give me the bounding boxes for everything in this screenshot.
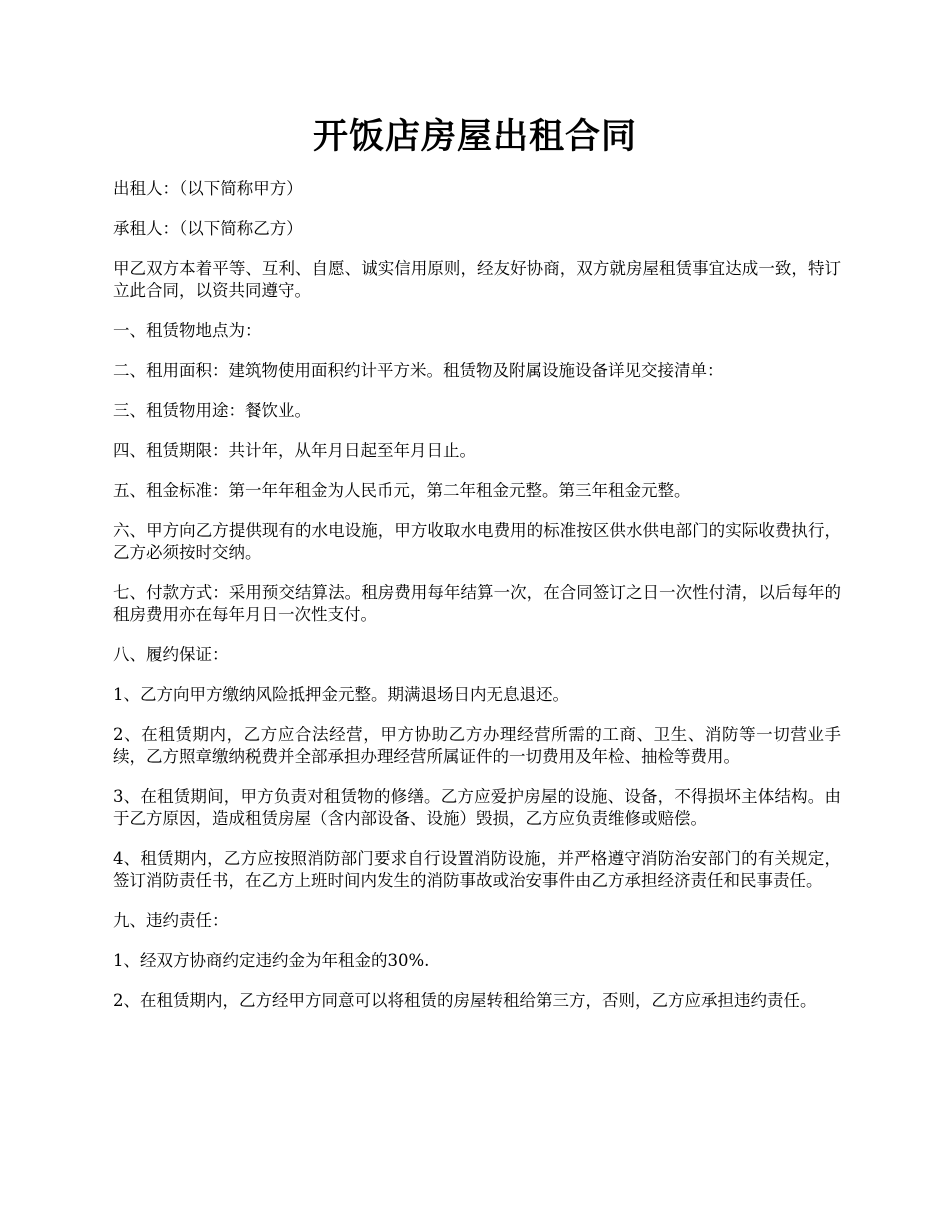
document-title: 开饭店房屋出租合同 [312,116,637,157]
clause-7-payment: 七、付款方式：采用预交结算法。租房费用每年结算一次，在合同签订之日一次性付清，以后每年的租房费用亦在每年月日一次性支付。 [113,583,841,624]
clause-6-utilities: 六、甲方向乙方提供现有的水电设施，甲方收取水电费用的标准按区供水供电部门的实际收费执行，乙方必须按时交纳。 [113,521,841,562]
clause-8-item-1: 1、乙方向甲方缴纳风险抵押金元整。期满退场日内无息退还。 [113,685,569,704]
clause-8-item-4: 4、租赁期内，乙方应按照消防部门要求自行设置消防设施，并严格遵守消防治安部门的有关规定，签订消防责任书，在乙方上班时间内发生的消防事故或治安事件由乙方承担经济责任和民事责任。 [113,849,841,890]
document-body [113,178,841,1030]
clause-4-term: 四、租赁期限：共计年，从年月日起至年月日止。 [113,441,476,460]
preamble: 甲乙双方本着平等、互利、自愿、诚实信用原则，经友好协商，双方就房屋租赁事宜达成一致，特订立此合同，以资共同遵守。 [113,259,841,300]
clause-8-item-2: 2、在租赁期内，乙方应合法经营，甲方协助乙方办理经营所需的工商、卫生、消防等一切营业手续，乙方照章缴纳税费并全部承担办理经营所属证件的一切费用及年检、抽检等费用。 [113,725,841,766]
clause-3-usage: 三、租赁物用途：餐饮业。 [113,401,311,420]
clause-1-location: 一、租赁物地点为： [113,321,262,340]
clause-9-heading: 九、违约责任： [113,911,229,930]
clause-2-area: 二、租用面积：建筑物使用面积约计平方米。租赁物及附属设施设备详见交接清单： [113,361,724,380]
clause-5-rent: 五、租金标准：第一年年租金为人民币元，第二年租金元整。第三年租金元整。 [113,481,691,500]
party-lessor: 出租人：（以下简称甲方） [113,179,303,198]
clause-9-item-2: 2、在租赁期内，乙方经甲方同意可以将租赁的房屋转租给第三方，否则，乙方应承担违约责任。 [113,991,817,1010]
clause-8-item-3: 3、在租赁期间，甲方负责对租赁物的修缮。乙方应爱护房屋的设施、设备，不得损坏主体结构。由于乙方原因，造成租赁房屋（含内部设备、设施）毁损，乙方应负责维修或赔偿。 [113,787,841,828]
clause-8-heading: 八、履约保证： [113,645,229,664]
clause-9-item-1: 1、经双方协商约定违约金为年租金的30%. [113,951,430,970]
party-lessee: 承租人：（以下简称乙方） [113,219,303,238]
